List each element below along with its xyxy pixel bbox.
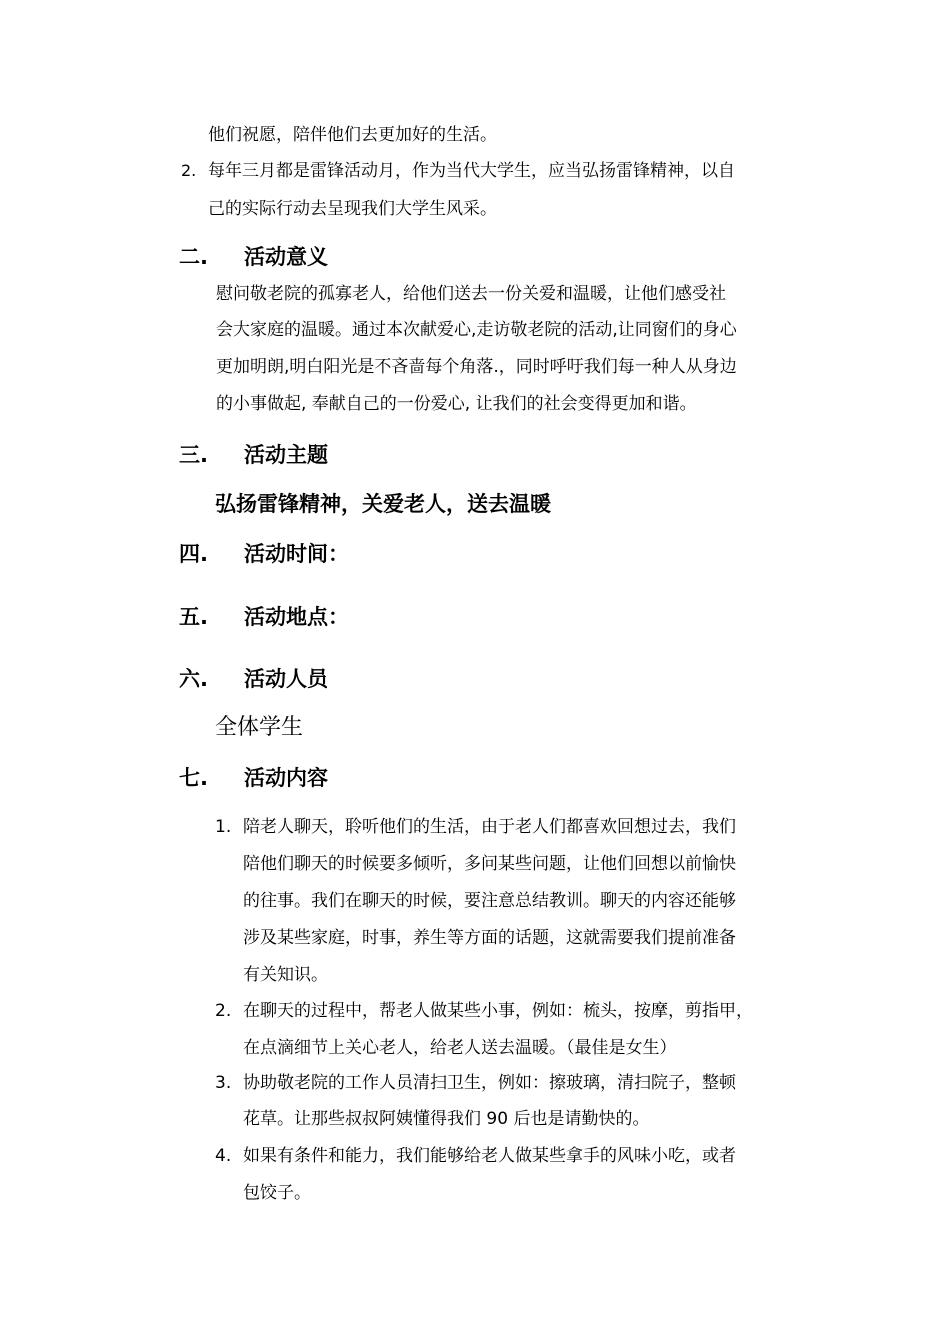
section-number: 六. [179, 667, 208, 691]
section-title: 活动主题 [244, 443, 328, 467]
list-item-line: 涉及某些家庭，时事，养生等方面的话题，这就需要我们提前准备 [243, 928, 736, 948]
paragraph-line: 更加明朗,明白阳光是不吝啬每个角落.，同时呼吁我们每一种人从身边 [216, 357, 737, 377]
section-title: 活动内容 [244, 766, 328, 790]
list-item-number: 3. [215, 1073, 232, 1093]
paragraph-line: 的小事做起, 奉献自己的一份爱心, 让我们的社会变得更加和谐。 [216, 394, 697, 414]
paragraph-line: 慰问敬老院的孤寡老人，给他们送去一份关爱和温暖，让他们感受社 [216, 284, 726, 304]
list-item-line: 花草。让那些叔叔阿姨懂得我们 90 后也是请勤快的。 [243, 1109, 650, 1129]
section-title: 活动意义 [244, 245, 328, 269]
intro-item-number: 2. [181, 161, 197, 180]
intro-continuation: 他们祝愿，陪伴他们去更加好的生活。 [208, 125, 497, 145]
activity-theme: 弘扬雷锋精神，关爱老人，送去温暖 [215, 492, 551, 516]
paragraph-line: 会大家庭的温暖。通过本次献爱心,走访敬老院的活动,让同窗们的身心 [216, 320, 737, 340]
list-item-line: 协助敬老院的工作人员清扫卫生，例如：擦玻璃，清扫院子，整顿 [243, 1073, 736, 1093]
section-title: 活动人员 [244, 667, 328, 691]
list-item-line: 有关知识。 [243, 965, 328, 985]
section-title: 活动时间： [244, 542, 349, 566]
list-item-line: 陪他们聊天的时候要多倾听，多问某些问题，让他们回想以前愉快 [243, 854, 736, 874]
section-number: 四. [179, 542, 208, 566]
section-title: 活动地点： [244, 605, 349, 629]
list-item-line: 陪老人聊天，聆听他们的生活，由于老人们都喜欢回想过去，我们 [243, 817, 736, 837]
intro-item-line: 每年三月都是雷锋活动月，作为当代大学生，应当弘扬雷锋精神，以自 [208, 161, 735, 181]
list-item-number: 4. [215, 1146, 232, 1166]
list-item-line: 在点滴细节上关心老人，给老人送去温暖。（最佳是女生） [243, 1038, 677, 1058]
section-number: 七. [179, 766, 208, 790]
list-item-number: 2. [215, 1001, 232, 1021]
list-item-line: 的往事。我们在聊天的时候，要注意总结教训。聊天的内容还能够 [243, 891, 736, 911]
intro-item-line: 己的实际行动去呈现我们大学生风采。 [208, 199, 497, 219]
section-number: 五. [179, 605, 208, 629]
list-item-number: 1. [215, 817, 232, 837]
section-number: 三. [179, 443, 208, 467]
list-item-line: 如果有条件和能力，我们能够给老人做某些拿手的风味小吃，或者 [243, 1146, 736, 1166]
participants-text: 全体学生 [215, 715, 304, 740]
section-number: 二. [179, 245, 208, 269]
list-item-line: 在聊天的过程中，帮老人做某些小事，例如：梳头，按摩，剪指甲， [243, 1001, 753, 1021]
list-item-line: 包饺子。 [243, 1183, 311, 1203]
